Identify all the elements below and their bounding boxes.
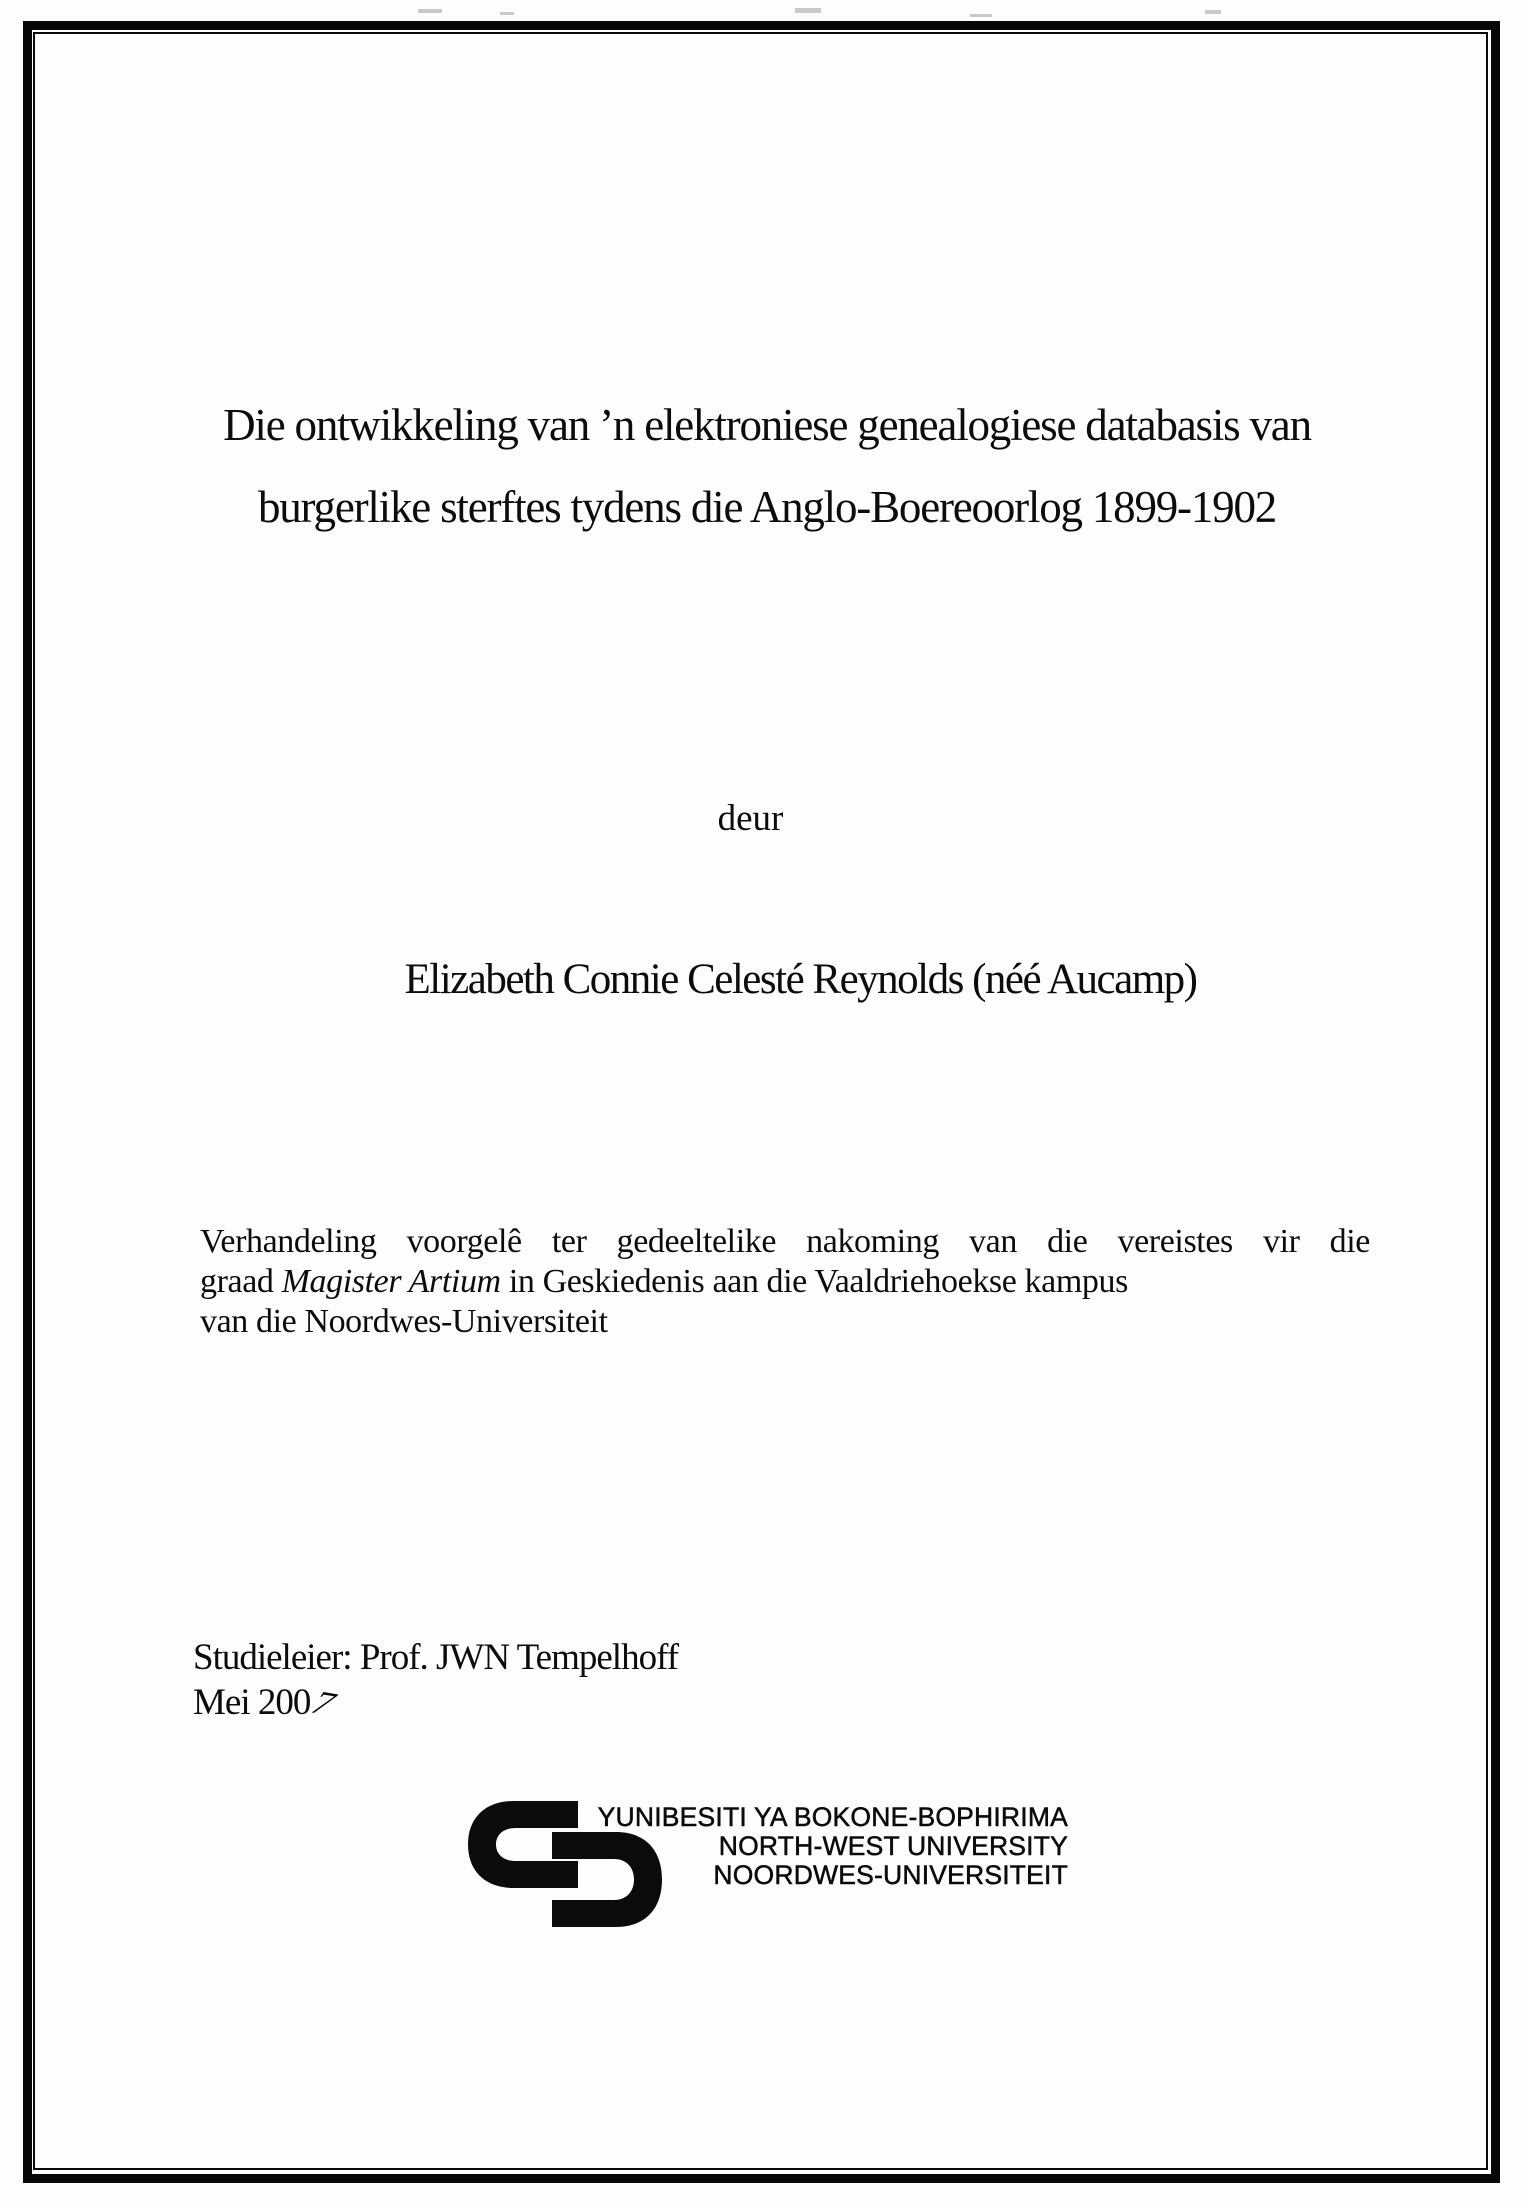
statement-line3: van die Noordwes-Universiteit	[200, 1303, 608, 1340]
scan-artifact	[795, 8, 821, 13]
date-seven: 7	[302, 1684, 344, 1723]
statement-line2-prefix: graad	[200, 1263, 282, 1300]
thesis-title-line2: burgerlike sterftes tydens die Anglo-Boereoorlog 1899-1902	[257, 482, 1277, 532]
scan-artifact	[500, 12, 514, 15]
statement-line1: Verhandeling voorgelê ter gedeeltelike nakoming van die vereistes vir die	[200, 1223, 1370, 1260]
statement-line2	[200, 1262, 1370, 1302]
nwu-wordmark	[588, 1803, 1068, 1889]
degree-name-italic: Magister Artium	[281, 1263, 501, 1300]
thesis-title-line1: Die ontwikkeling van ’n elektroniese genealogiese databasis van	[223, 400, 1311, 450]
logo-line-english: NORTH-WEST UNIVERSITY	[718, 1830, 1068, 1861]
outer-border-frame	[23, 21, 1500, 2183]
statement-line2-suffix: in Geskiedenis aan die Vaaldriehoekse kampus	[500, 1263, 1128, 1300]
supervisor-line: Studieleier: Prof. JWN Tempelhoff	[193, 1637, 679, 1678]
thesis-title	[48, 384, 1486, 548]
scan-artifact	[418, 9, 442, 13]
degree-statement	[200, 1222, 1370, 1342]
byline-deur: deur	[717, 798, 784, 839]
nwu-logo	[468, 1801, 1128, 1936]
supervisor-block	[193, 1635, 678, 1725]
logo-line-afrikaans: NOORDWES-UNIVERSITEIT	[713, 1859, 1068, 1890]
author-name: Elizabeth Connie Celesté Reynolds (néé Aucamp)	[404, 956, 1197, 1003]
date-prefix: Mei 200	[193, 1682, 311, 1723]
scan-artifact	[1205, 10, 1221, 14]
inner-border-frame	[33, 32, 1488, 2170]
logo-line-setswana: YUNIBESITI YA BOKONE-BOPHIRIMA	[597, 1802, 1068, 1832]
date-line	[193, 1680, 678, 1725]
scan-artifact	[970, 14, 992, 17]
